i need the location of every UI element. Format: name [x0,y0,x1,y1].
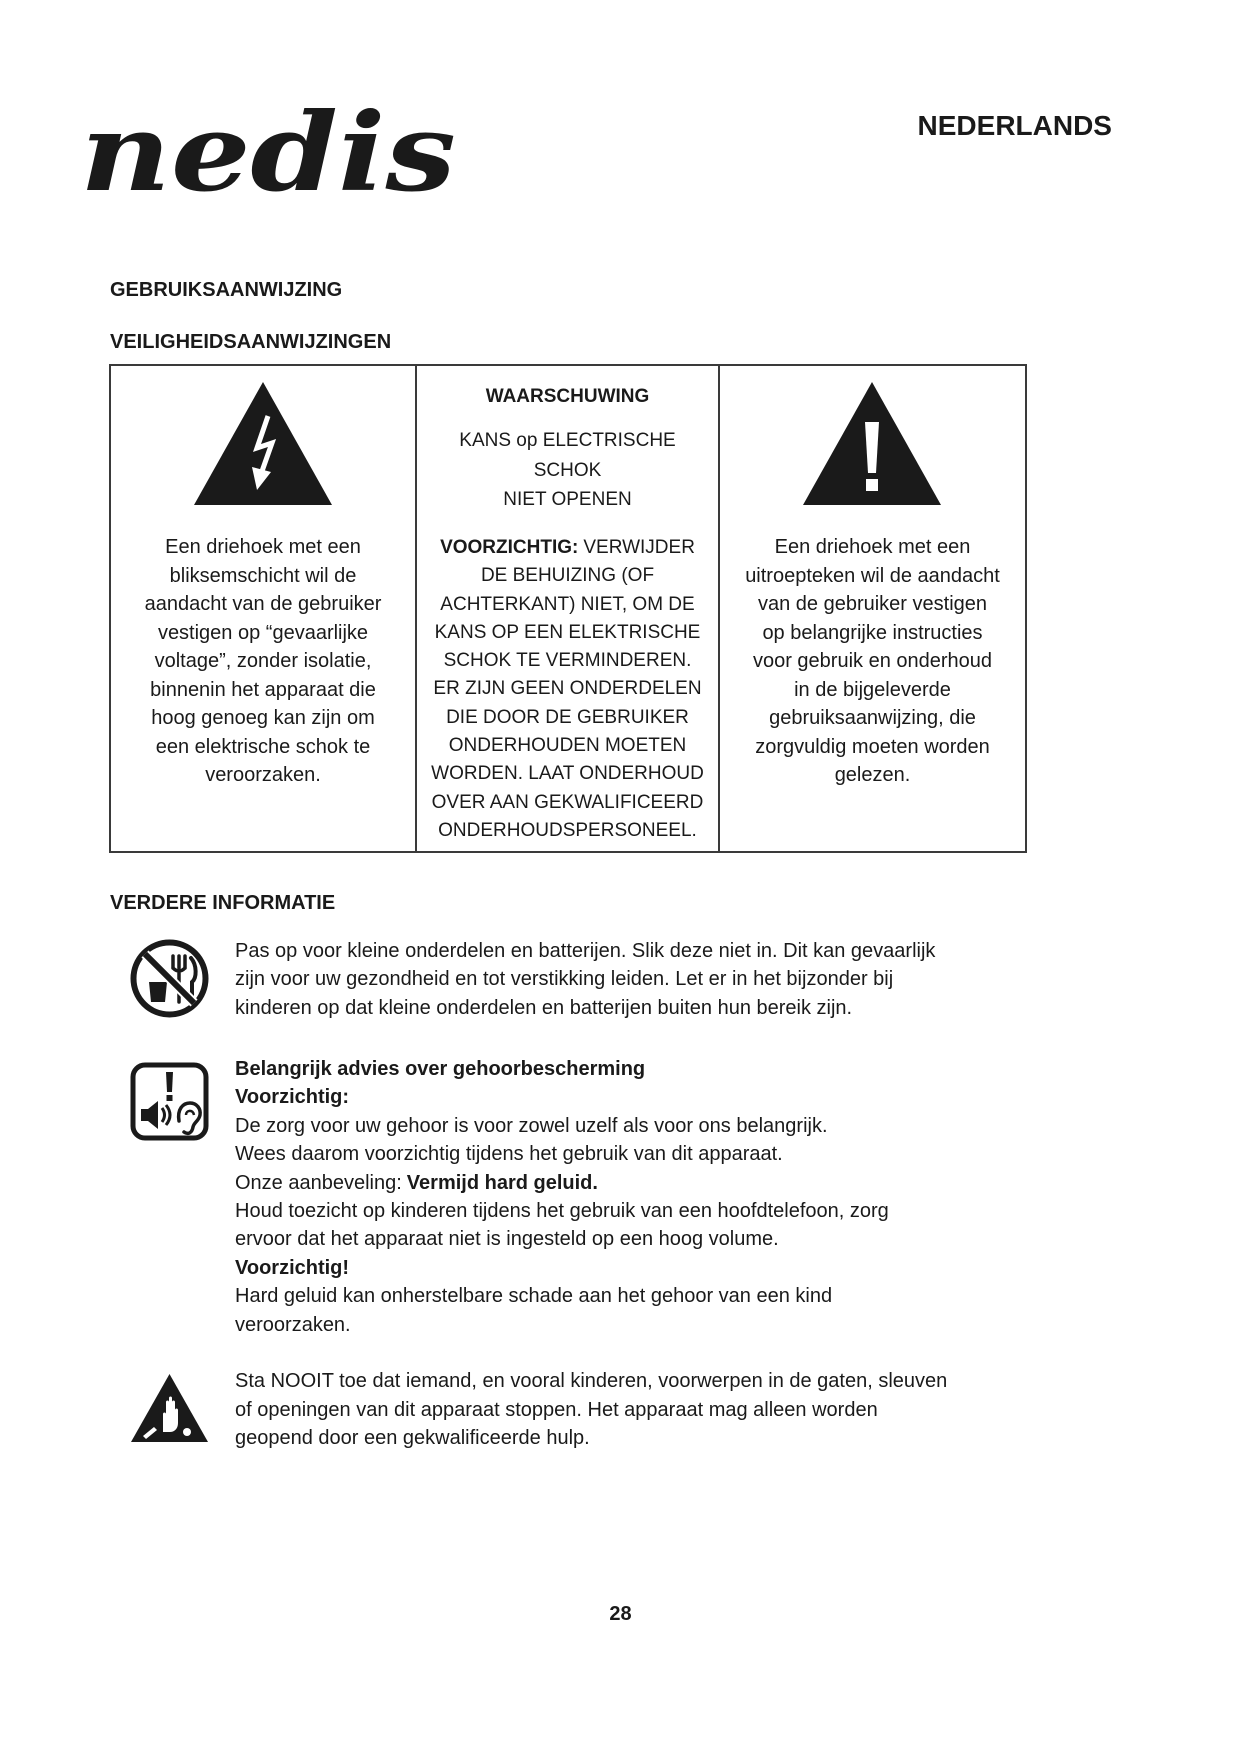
safety-heading: VEILIGHEIDSAANWIJZINGEN [110,331,392,353]
hearing-protection-icon [129,1061,210,1142]
text-line: KANS OP EEN ELEKTRISCHE [434,621,701,643]
recommendation-text: Vermijd hard geluid. [406,1171,598,1194]
text-line: uitroepteken wil de aandacht [745,564,1000,587]
text-line: bliksemschicht wil de [169,564,357,587]
text-line: kinderen op dat kleine onderdelen en batterijen buiten hun bereik zijn. [235,996,853,1019]
text-line: een elektrische schok te [155,735,371,758]
exclamation-description [720,533,1025,790]
no-small-parts-icon [129,938,210,1019]
text-line: van de gebruiker vestigen [757,593,988,615]
exclamation-warning-triangle-icon [803,382,941,505]
exclamation-dot-shape [866,479,878,491]
recommendation-label: Onze aanbeveling: [235,1171,402,1194]
safety-column-lightning [111,366,415,851]
logo-wordmark: nedis [80,92,457,202]
text-line: KANS op ELECTRISCHE [459,430,676,451]
text-line: of openingen van dit apparaat stoppen. Het apparaat mag alleen worden [235,1398,878,1421]
text-line: veroorzaken. [205,764,321,786]
do-not-insert-objects-icon [129,1372,210,1444]
text-line: binnenin het apparaat die [150,678,376,701]
text-line: hoog genoeg kan zijn om [151,707,375,729]
manual-heading: GEBRUIKSAANWIJZING [110,279,343,301]
warning-title [417,383,718,411]
text-line: Pas op voor kleine onderdelen en batterijen. Slik deze niet in. Dit kan gevaarlijk [235,940,936,962]
text-line: ONDERHOUDSPERSONEEL. [438,819,697,841]
text-line: DE BEHUIZING (OF [480,565,655,587]
caution-text-start: VERWIJDER [583,537,695,558]
text-line: OVER AAN GEKWALIFICEERD [431,791,704,813]
exclamation-dot-shape [167,1095,173,1101]
recommendation-line [235,1169,889,1197]
warning-title-text: WAARSCHUWING [485,386,650,407]
text-line: zorgvuldig moeten worden [755,735,990,758]
safety-column-exclamation [720,366,1025,851]
hearing-advice-title: Belangrijk advies over gehoorbescherming [235,1058,646,1080]
text-line: veroorzaken. [235,1313,351,1336]
text-line: voltage”, zonder isolatie, [154,650,372,672]
text-line: voor gebruik en onderhoud [752,650,993,672]
caution-label: VOORZICHTIG: [440,537,579,558]
text-line: DIE DOOR DE GEBRUIKER [446,706,689,728]
text-line: De zorg voor uw gehoor is voor zowel uzelf als voor ons belangrijk. [235,1114,828,1137]
lightning-description [111,533,415,790]
insert-objects-warning [235,1367,947,1453]
text-line: Een driehoek met een [774,536,971,558]
cup-shape [149,982,167,1002]
text-line: SCHOK [533,459,602,481]
caution-text [417,534,718,845]
hearing-advice [235,1055,889,1339]
text-line: SCHOK TE VERMINDEREN. [443,650,692,672]
text-line: WORDEN. LAAT ONDERHOUD [431,763,704,785]
caution-label: Voorzichtig: [235,1086,350,1109]
text-line: ervoor dat het apparaat niet is ingesteld op een hoog volume. [235,1228,779,1251]
more-info-heading: VERDERE INFORMATIE [110,892,336,914]
text-line: Een driehoek met een [165,536,361,558]
lightning-warning-triangle-icon [194,382,332,505]
text-line: Hard geluid kan onherstelbare schade aan het gehoor van een kind [235,1285,833,1308]
text-line: aandacht van de gebruiker [144,593,382,615]
text-line: zijn voor uw gezondheid en tot verstikking leiden. Let er in het bijzonder bij [235,968,894,991]
text-line: gelezen. [834,764,911,786]
text-line [417,534,718,562]
language-label: NEDERLANDS [917,110,1112,141]
text-line: ACHTERKANT) NIET, OM DE [440,593,695,615]
text-line: geopend door een gekwalificeerde hulp. [235,1427,590,1449]
text-line: ONDERHOUDEN MOETEN [448,735,687,757]
safety-column-warning [415,366,720,851]
text-line: NIET OPENEN [503,489,632,510]
text-line: gebruiksaanwijzing, die [769,707,976,729]
text-line: in de bijgeleverde [794,678,951,701]
safety-table [109,364,1027,853]
text-line: Sta NOOIT toe dat iemand, en vooral kinderen, voorwerpen in de gaten, sleuven [235,1370,948,1392]
shock-warning [417,426,718,515]
text-line: vestigen op “gevaarlijke [157,621,369,644]
nedis-logo [76,92,460,202]
text-line: ER ZIJN GEEN ONDERDELEN [433,678,702,700]
text-line: Wees daarom voorzichtig tijdens het gebruik van dit apparaat. [235,1143,783,1166]
warning-label: Voorzichtig! [235,1256,350,1279]
exclamation-bar-shape [166,1072,173,1092]
text-line: Houd toezicht op kinderen tijdens het gebruik van een hoofdtelefoon, zorg [235,1200,889,1223]
small-parts-warning [235,937,935,1022]
page-number: 28 [609,1603,632,1625]
object-shape [183,1428,191,1436]
text-line: op belangrijke instructies [762,621,983,644]
